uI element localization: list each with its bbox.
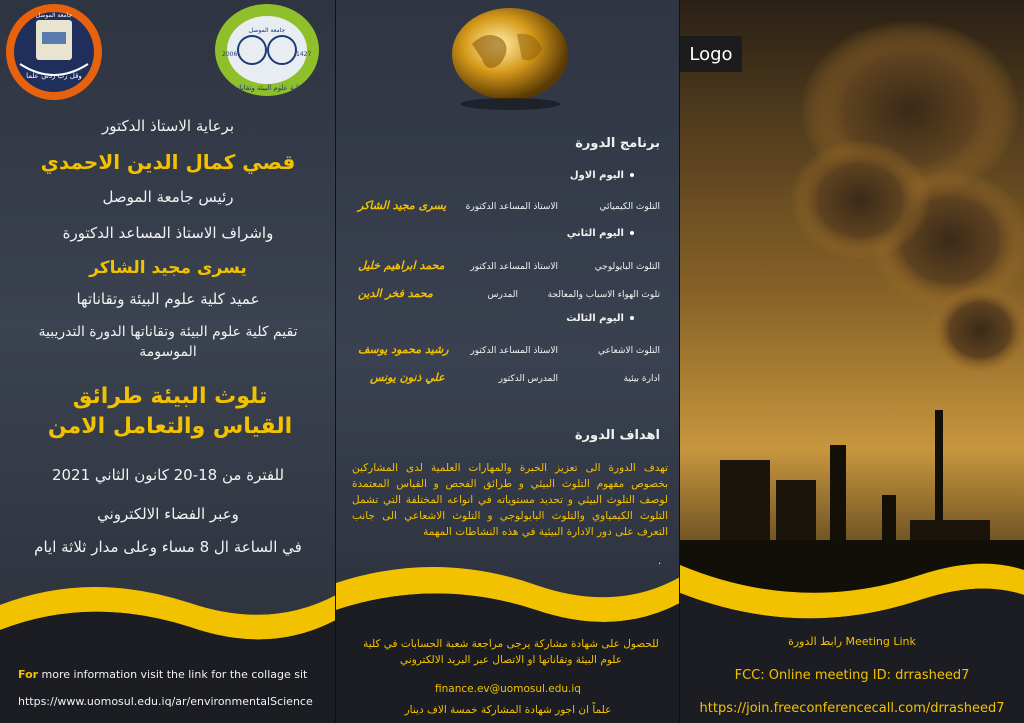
session-2-lecturer: محمد ابراهيم خليل bbox=[358, 259, 445, 272]
info-prefix: For bbox=[18, 668, 39, 681]
session-4-rank: الاستاذ المساعد الدكتور bbox=[470, 346, 558, 356]
fcc-meeting-id: FCC: Online meeting ID: drrasheed7 bbox=[734, 668, 970, 683]
organizes-text: تقيم كلية علوم البيئة وتقاناتها الدورة التدريبية الموسومة bbox=[38, 324, 298, 360]
session-4-lecturer: رشيد محمود يوسف bbox=[358, 343, 449, 356]
logo1-name: جامعة الموصل bbox=[35, 12, 73, 19]
session-2-rank: الاستاذ المساعد الدكتور bbox=[470, 262, 558, 272]
program-heading: برنامج الدورة bbox=[575, 136, 660, 151]
info-url-link[interactable]: https://www.uomosul.edu.iq/ar/environmentalScience bbox=[18, 695, 313, 708]
goals-end: . bbox=[658, 556, 662, 567]
meeting-link-label: رابط الدورة Meeting Link bbox=[788, 635, 916, 648]
logo2-year-right: 1427 bbox=[296, 51, 312, 58]
college-logo bbox=[212, 2, 322, 102]
bullet-icon bbox=[630, 231, 634, 235]
session-3-lecturer: محمد فخر الدين bbox=[358, 287, 433, 300]
logo-placeholder bbox=[680, 36, 742, 72]
info-text: more information visit the link for the collage sit bbox=[38, 668, 308, 681]
left-panel bbox=[0, 0, 336, 723]
finance-email-link[interactable]: finance.ev@uomosul.edu.iq bbox=[435, 683, 581, 695]
info-line bbox=[18, 668, 307, 681]
day1-label bbox=[570, 170, 634, 181]
middle-panel bbox=[336, 0, 680, 723]
session-1-rank: الاستاذ المساعد الدكتورة bbox=[465, 202, 558, 212]
patronage: برعاية الاستاذ الدكتور bbox=[101, 117, 235, 135]
session-5-rank: المدرس الدكتور bbox=[498, 374, 558, 384]
right-panel bbox=[680, 0, 1024, 723]
supervision: واشراف الاستاذ المساعد الدكتورة bbox=[62, 224, 274, 242]
middle-gold-wave bbox=[336, 555, 680, 635]
session-3-topic: تلوث الهواء الاسباب والمعالجة bbox=[547, 290, 660, 300]
bullet-icon bbox=[630, 316, 634, 320]
session-1-lecturer: يسرى مجيد الشاكر bbox=[358, 199, 447, 212]
session-1-topic: التلوث الكيميائي bbox=[599, 202, 660, 212]
day3-text: اليوم الثالث bbox=[566, 313, 624, 324]
period: للفترة من 18-20 كانون الثاني 2021 bbox=[51, 466, 285, 484]
president-name: قصي كمال الدين الاحمدي bbox=[40, 150, 296, 174]
logo2-name-inner: جامعة الموصل bbox=[248, 27, 286, 34]
goals-text: تهدف الدورة الى تعزيز الخبرة والمهارات العلمية لدى المشاركين بخصوص مفهوم التلوث البيئي و طرائق الفحص و القياس المعتمدة لوصف التلوث البيئي و تحديد مستوياته في انواعه المختلفة التي تشمل التلوث الكيمياوي والتلوث البايولوجي و التلوث الاشعاعي الى جانب التعرف على دور الادارة البيئية في هذه النشاطات المهمة bbox=[352, 462, 668, 538]
session-3-rank: المدرس bbox=[487, 290, 518, 300]
logo2-year-left: 2006 bbox=[222, 51, 238, 58]
certificate-text: للحصول على شهادة مشاركة يرجى مراجعة شعبة الحسابات في كلية علوم البيئة وتقاناتها او الاتصال عبر البريد الالكتروني bbox=[363, 638, 659, 666]
session-4-topic: التلوث الاشعاعي bbox=[597, 346, 660, 356]
medium: وعبر الفضاء الالكتروني bbox=[97, 505, 239, 523]
session-2-topic: التلوث البايولوجي bbox=[594, 262, 660, 272]
dean-name: يسرى مجيد الشاكر bbox=[89, 258, 247, 278]
logo2-college: كلية علوم البيئة وتقاناتها bbox=[232, 84, 302, 92]
bullet-icon bbox=[630, 173, 634, 177]
logo-label: Logo bbox=[689, 43, 733, 65]
day1-text: اليوم الاول bbox=[569, 170, 624, 181]
day3-label bbox=[566, 313, 634, 324]
goals-heading: اهداف الدورة bbox=[574, 428, 660, 443]
session-5-lecturer: علي ذنون يونس bbox=[370, 371, 445, 384]
day2-text: اليوم الثاني bbox=[566, 228, 624, 239]
factory-smoke-image bbox=[680, 0, 1024, 600]
president-title: رئيس جامعة الموصل bbox=[102, 188, 234, 206]
day2-label bbox=[567, 228, 634, 239]
session-5-topic: ادارة بيئية bbox=[623, 374, 660, 384]
golden-globe-image bbox=[442, 4, 578, 114]
left-footer bbox=[0, 650, 336, 723]
logo1-motto: وقل رب زدني علما bbox=[26, 72, 82, 80]
dean-title: عميد كلية علوم البيئة وتقاناتها bbox=[76, 290, 260, 308]
university-logo bbox=[2, 2, 106, 102]
fee-note: علماً ان اجور شهادة المشاركة خمسة الاف دينار bbox=[404, 704, 612, 716]
course-title: تلوث البيئة طرائق القياس والتعامل الامن bbox=[47, 384, 293, 439]
time: في الساعة ال 8 مساء وعلى مدار ثلاثة ايام bbox=[34, 538, 302, 556]
fcc-url-link[interactable]: https://join.freeconferencecall.com/drrasheed7 bbox=[699, 701, 1005, 716]
right-gold-wave bbox=[680, 545, 1024, 635]
left-gold-wave bbox=[0, 575, 336, 655]
